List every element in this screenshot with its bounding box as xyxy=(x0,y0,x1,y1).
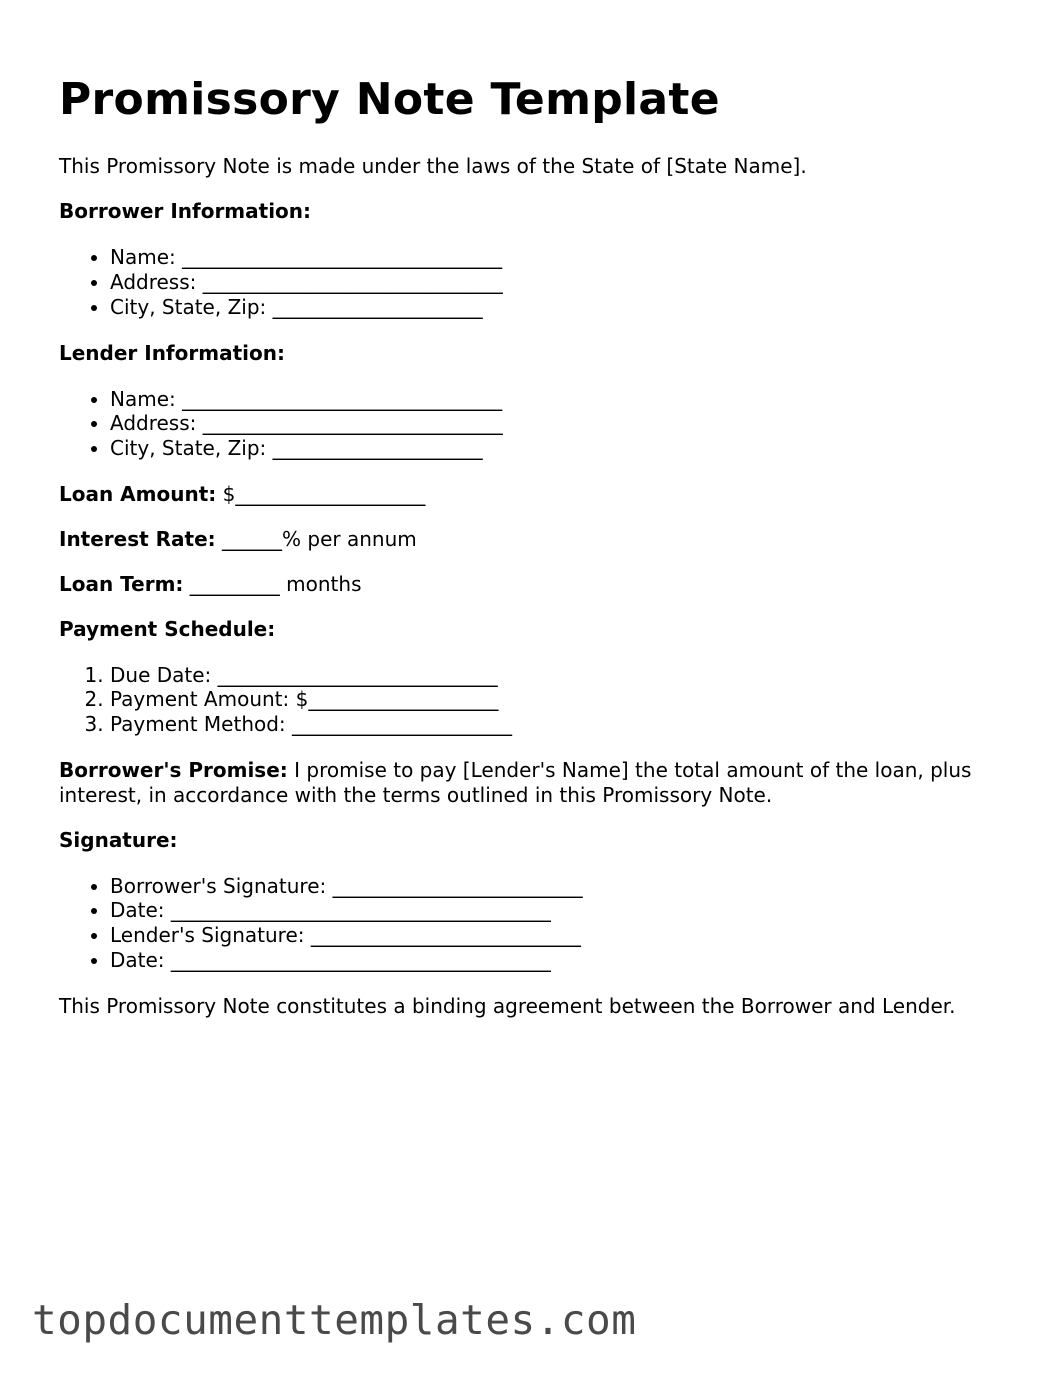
lender-name-item: • Name: ________________________________ xyxy=(110,387,1019,412)
lender-signature-item: • Lender's Signature: ___________________________ xyxy=(110,923,1019,948)
lender-date-item: • Date: ______________________________________ xyxy=(110,948,1019,973)
intro-paragraph: This Promissory Note is made under the laws of the State of [State Name]. xyxy=(59,154,807,179)
signature-heading: Signature: xyxy=(59,827,178,852)
borrower-name-item: • Name: ________________________________ xyxy=(110,245,1019,270)
payment-amount-item: 2. Payment Amount: $___________________ xyxy=(110,687,1019,712)
lender-heading: Lender Information: xyxy=(59,340,285,365)
due-date-item: 1. Due Date: ____________________________ xyxy=(110,663,1019,688)
borrower-info-list xyxy=(59,245,1019,319)
borrower-city-item: • City, State, Zip: _____________________ xyxy=(110,295,1019,320)
borrower-heading: Borrower Information: xyxy=(59,199,312,224)
loan-amount-line xyxy=(59,482,1019,507)
loan-term-label: Loan Term: xyxy=(59,571,184,596)
borrower-address-item: • Address: ______________________________ xyxy=(110,270,1019,295)
loan-amount-label: Loan Amount: xyxy=(59,481,217,506)
borrower-date-item: • Date: ______________________________________ xyxy=(110,898,1019,923)
signature-list xyxy=(59,874,1019,973)
closing-paragraph: This Promissory Note constitutes a binding agreement between the Borrower and Lender. xyxy=(59,993,956,1018)
loan-term-line xyxy=(59,572,1019,597)
interest-rate-value: ______% per annum xyxy=(215,526,417,551)
payment-method-item: 3. Payment Method: ______________________ xyxy=(110,712,1019,737)
promise-label: Borrower's Promise: xyxy=(59,757,288,782)
interest-rate-label: Interest Rate: xyxy=(59,526,216,551)
payment-schedule-heading: Payment Schedule: xyxy=(59,616,276,641)
lender-info-list xyxy=(59,387,1019,461)
page-title: Promissory Note Template xyxy=(59,74,720,125)
document-page xyxy=(59,76,1019,1039)
watermark: topdocumenttemplates.com xyxy=(32,1296,637,1344)
lender-address-item: • Address: ______________________________ xyxy=(110,411,1019,436)
borrower-signature-item: • Borrower's Signature: _________________________ xyxy=(110,874,1019,899)
lender-city-item: • City, State, Zip: _____________________ xyxy=(110,436,1019,461)
loan-amount-value: $___________________ xyxy=(216,481,426,506)
interest-rate-line xyxy=(59,527,1019,552)
promise-text: I promise to pay [Lender's Name] the total amount of the loan, plus interest, in accordance with the terms outlined in this Promissory Note. xyxy=(59,757,972,807)
payment-schedule-list xyxy=(59,663,1019,737)
promise-paragraph xyxy=(59,758,1019,808)
loan-term-value: _________ months xyxy=(183,571,362,596)
